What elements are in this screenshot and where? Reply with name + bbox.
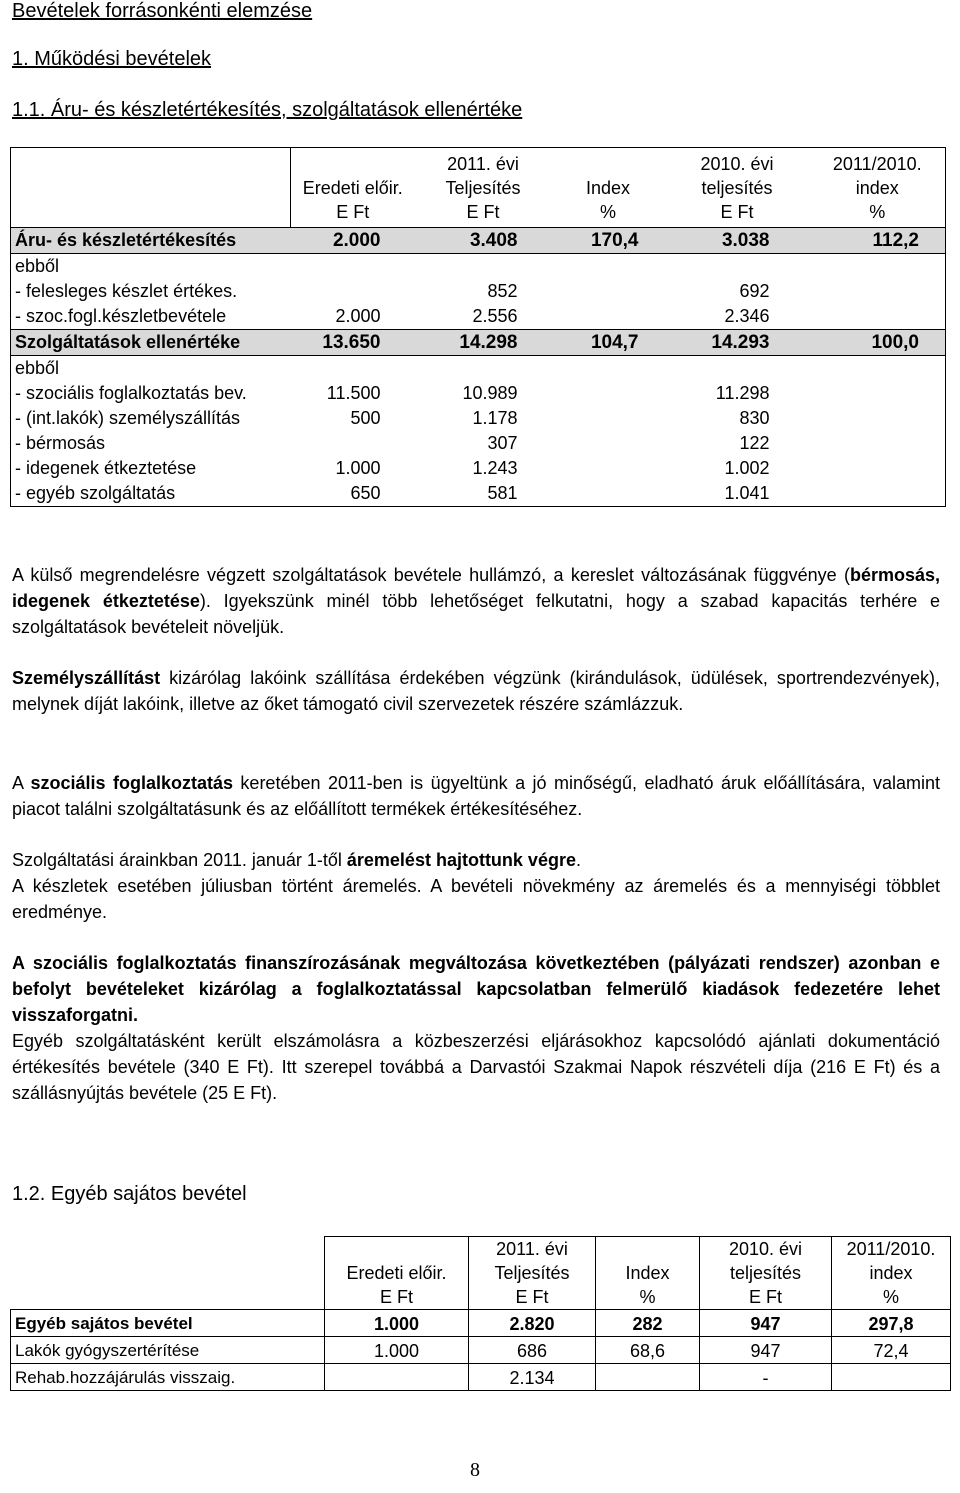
paragraph-financing: A szociális foglalkoztatás finanszírozásának megváltozása következtében (pályázati rendszer) azonban e befolyt bevételeket kizárólag a foglalkoztatással kapcsolatban felmerülő kiadások fedezetére lehet visszaforgatni.	[12, 953, 940, 1025]
cell: 3.038	[665, 228, 810, 254]
cell: 947	[700, 1337, 832, 1364]
cell: 10.989	[462, 383, 518, 403]
cell: 692	[739, 281, 770, 301]
cell	[810, 356, 946, 382]
paragraph-other-services: Egyéb szolgáltatásként került elszámolásra a közbeszerzési eljárásokhoz kapcsolódó ajánlati dokumentáció értékesítés bevétele (340 E Ft). Itt szerepel továbbá a Darvastói Szakmai Napok részvételi díja (216 E Ft) és a szállásnyújtás bevétele (25 E Ft).	[12, 1031, 940, 1103]
header-cell-actual-2011: 2011. évi Teljesítés E Ft	[469, 1237, 596, 1310]
row-label: - szociális foglalkoztatás bev.	[15, 383, 247, 403]
row-label: - felesleges készlet értékes.	[15, 281, 238, 301]
row-label: Rehab.hozzájárulás visszaig.	[11, 1364, 325, 1391]
row-label: - (int.lakók) személyszállítás	[15, 408, 241, 428]
row-label: Szolgáltatások ellenértéke	[11, 330, 291, 356]
row-label: ebből	[11, 356, 291, 382]
paragraph-social-employment: A szociális foglalkoztatás keretében 2011-ben is ügyeltünk a jó minőségű, eladható áruk előállítására, valamint piacot találni szolgáltatásunk és az előállított termékek értékesítéséhez.	[12, 773, 940, 819]
cell	[552, 356, 665, 382]
cell	[596, 1364, 700, 1391]
row-label: - egyéb szolgáltatás	[15, 483, 176, 503]
cell: 852	[487, 281, 518, 301]
cell	[291, 356, 415, 382]
cell: 11.298	[715, 383, 770, 403]
cell	[291, 431, 415, 456]
cell: 122	[739, 433, 770, 453]
cell: 1.243	[472, 458, 518, 478]
row-label: - szoc.fogl.készletbevétele	[15, 306, 227, 326]
cell: 170,4	[552, 228, 665, 254]
table-row	[11, 330, 946, 356]
cell: 1.041	[724, 483, 770, 503]
paragraph-transport: Személyszállítást kizárólag lakóink szállítása érdekében végzünk (kirándulások, üdülések, sportrendezvények), melynek díját lakóink, illetve az őket támogató civil szervezetek részére számlázzuk.	[12, 668, 940, 714]
cell: 3.408	[415, 228, 552, 254]
cell	[552, 304, 665, 330]
table-row	[11, 228, 946, 254]
cell	[415, 356, 552, 382]
header-cell-original: Eredeti előir. E Ft	[325, 1237, 469, 1310]
header-cell-actual-2010: 2010. évi teljesítés E Ft	[700, 1237, 832, 1310]
header-cell-index-2011-2010: 2011/2010. index %	[832, 154, 922, 222]
cell	[810, 381, 946, 406]
page-number: 8	[470, 1459, 480, 1481]
header-cell-index-2011-2010: 2011/2010. index %	[832, 1237, 951, 1310]
cell: 307	[487, 433, 518, 453]
table-header-row	[11, 148, 946, 228]
table-row	[11, 381, 946, 406]
cell: 282	[596, 1310, 700, 1337]
cell: 2.000	[335, 306, 381, 326]
row-label: Lakók gyógyszertérítése	[11, 1337, 325, 1364]
cell: -	[700, 1364, 832, 1391]
cell: 500	[350, 408, 381, 428]
section-heading-1-2: 1.2. Egyéb sajátos bevétel	[12, 1183, 247, 1205]
row-label: - bérmosás	[15, 433, 106, 453]
cell: 14.298	[415, 330, 552, 356]
cell: 68,6	[596, 1337, 700, 1364]
row-label: Egyéb sajátos bevétel	[11, 1310, 325, 1337]
cell: 2.000	[291, 228, 415, 254]
cell: 650	[350, 483, 381, 503]
cell	[552, 254, 665, 280]
table-row	[11, 1364, 951, 1391]
cell: 581	[487, 483, 518, 503]
table-header-row	[11, 1237, 951, 1310]
cell	[810, 279, 946, 304]
cell	[552, 279, 665, 304]
header-cell-empty	[11, 1237, 325, 1310]
cell	[665, 254, 810, 280]
section-heading-1: 1. Működési bevételek	[12, 48, 212, 70]
cell: 297,8	[832, 1310, 951, 1337]
cell: 2.346	[724, 306, 770, 326]
table-row	[11, 406, 946, 431]
cell	[810, 481, 946, 507]
table-row	[11, 254, 946, 280]
cell: 13.650	[291, 330, 415, 356]
table-row	[11, 1337, 951, 1364]
cell	[552, 431, 665, 456]
table-row	[11, 304, 946, 330]
section-heading-1-1: 1.1. Áru- és készletértékesítés, szolgáltatások ellenértéke	[12, 99, 523, 121]
cell: 104,7	[552, 330, 665, 356]
table-row	[11, 481, 946, 507]
cell: 100,0	[810, 330, 946, 356]
cell: 1.000	[325, 1310, 469, 1337]
cell	[291, 279, 415, 304]
header-cell-index: Index %	[596, 1237, 700, 1310]
cell	[810, 304, 946, 330]
cell: 72,4	[832, 1337, 951, 1364]
table-row	[11, 431, 946, 456]
cell: 1.002	[724, 458, 770, 478]
cell	[832, 1364, 951, 1391]
table-row	[11, 356, 946, 382]
table-row	[11, 1310, 951, 1337]
cell	[810, 254, 946, 280]
other-revenue-table	[10, 1236, 951, 1391]
paragraph-inventory: A készletek esetében júliusban történt áremelés. A bevételi növekmény az áremelés és a mennyiségi többlet eredménye.	[12, 876, 940, 922]
cell	[291, 254, 415, 280]
cell: 112,2	[810, 228, 946, 254]
cell	[552, 406, 665, 431]
row-label: ebből	[11, 254, 291, 280]
cell	[552, 381, 665, 406]
table-row	[11, 279, 946, 304]
cell: 2.134	[469, 1364, 596, 1391]
cell	[810, 456, 946, 481]
cell: 1.000	[325, 1337, 469, 1364]
header-cell-original: Eredeti előir. E Ft	[302, 178, 403, 222]
cell: 2.820	[469, 1310, 596, 1337]
header-cell-index: Index %	[585, 178, 631, 222]
page-heading: Bevételek forrásonkénti elemzése	[12, 0, 313, 22]
cell: 830	[739, 408, 770, 428]
cell: 947	[700, 1310, 832, 1337]
cell	[415, 254, 552, 280]
cell	[810, 406, 946, 431]
row-label: - idegenek étkeztetése	[15, 458, 197, 478]
cell	[552, 456, 665, 481]
header-cell-empty	[11, 148, 291, 228]
table-row	[11, 456, 946, 481]
cell: 14.293	[665, 330, 810, 356]
row-label: Áru- és készletértékesítés	[11, 228, 291, 254]
cell	[325, 1364, 469, 1391]
cell: 11.500	[326, 383, 381, 403]
paragraph-price-increase: Szolgáltatási árainkban 2011. január 1-től áremelést hajtottunk végre.	[12, 850, 581, 870]
cell	[552, 481, 665, 507]
revenue-table	[10, 147, 946, 507]
paragraph-external-services: A külső megrendelésre végzett szolgáltatások bevétele hullámzó, a kereslet változásának függvénye (bérmosás, idegenek étkeztetése). Igyekszünk minél több lehetőséget felkutatni, hogy a szabad kapacitás terhére e szolgáltatások bevételeit növeljük.	[12, 565, 941, 637]
cell	[810, 431, 946, 456]
cell: 686	[469, 1337, 596, 1364]
cell	[665, 356, 810, 382]
cell: 1.000	[335, 458, 381, 478]
cell: 1.178	[472, 408, 518, 428]
cell: 2.556	[472, 306, 518, 326]
header-cell-actual-2010: 2010. évi teljesítés E Ft	[700, 154, 774, 222]
header-cell-actual-2011: 2011. évi Teljesítés E Ft	[445, 154, 521, 222]
